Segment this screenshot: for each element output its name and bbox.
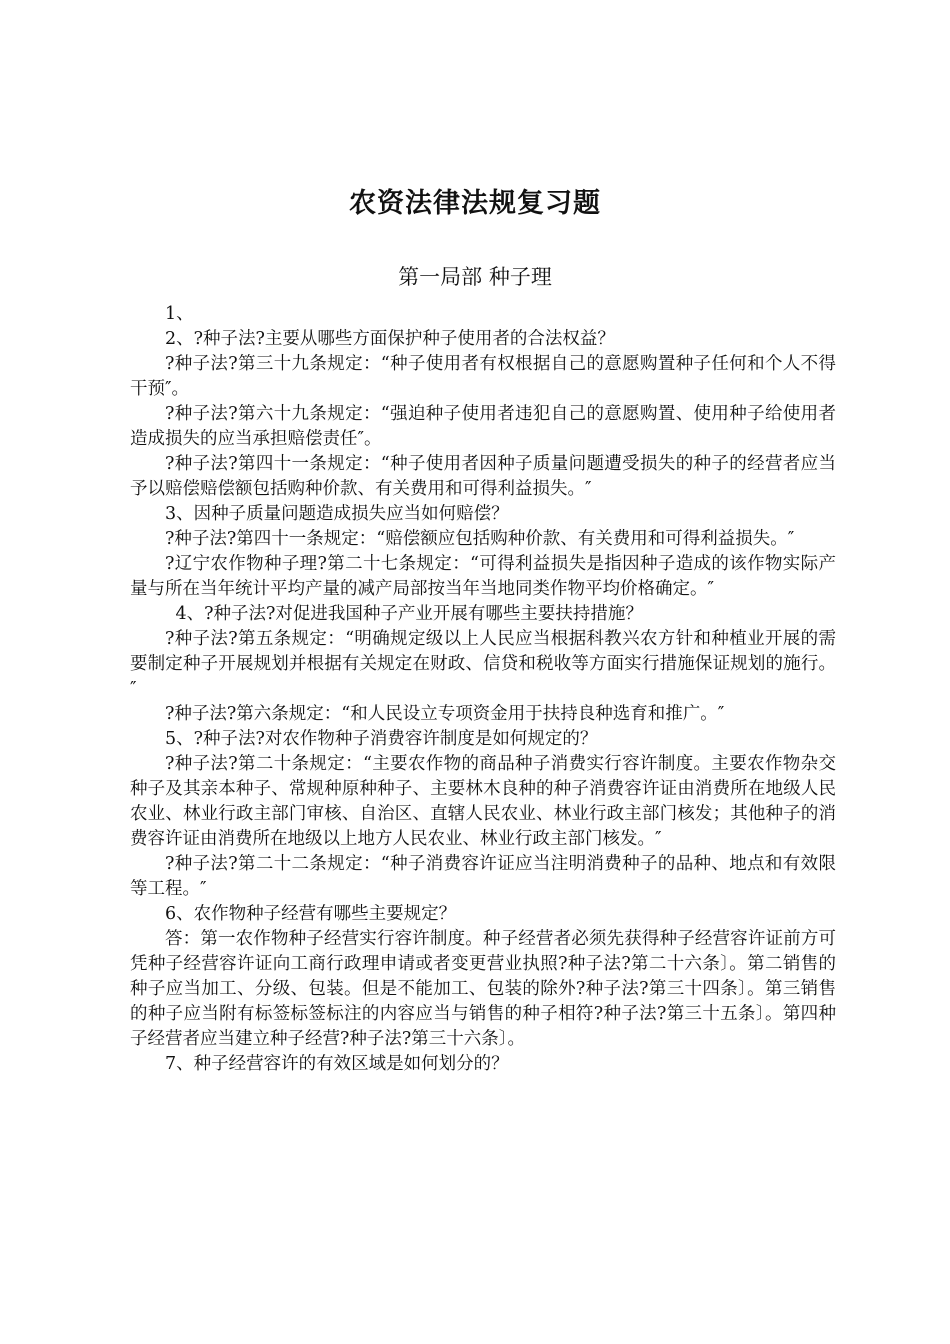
answer-paragraph: ?种子法?第六条规定：“和人民设立专项资金用于扶持良种选育和推广。″ — [165, 704, 725, 724]
answer-paragraph: ?种子法?第二十二条规定：“种子消费容许证应当注明消费种子的品种、地点和有效限等工程。″ — [130, 854, 836, 899]
answer-paragraph: ?种子法?第四十一条规定：“种子使用者因种子质量问题遭受损失的种子的经营者应当予以赔偿赔偿额包括购种价款、有关费用和可得利益损失。″ — [130, 454, 836, 499]
answer-paragraph: ?种子法?第五条规定：“明确规定级以上人民应当根据科教兴农方针和种植业开展的需要制定种子开展规划并根据有关规定在财政、信贷和税收等方面实行措施保证规划的施行。″ — [130, 629, 836, 699]
answer-paragraph: 答：第一农作物种子经营实行容许制度。种子经营者必须先获得种子经营容许证前方可凭种子经营容许证向工商行政理申请或者变更营业执照?种子法?第二十六条〕。第二销售的种子应当加工、分级、包装。但是不能加工、包装的除外?种子法?第三十四条〕。第三销售的种子应当附有标签标签标注的内容应当与销售的种子相符?种子法?第三十五条〕。第四种子经营者应当建立种子经营?种子法?第三十六条〕。 — [130, 929, 836, 1049]
document-body — [130, 302, 836, 1077]
answer-paragraph: ?种子法?第二十条规定：“主要农作物的商品种子消费实行容许制度。主要农作物杂交种子及其亲本种子、常规种原种种子、主要林木良种的种子消费容许证由消费所在地级人民农业、林业行政主部门审核、自治区、直辖人民农业、林业行政主部门核发；其他种子的消费容许证由消费所在地级以上地方人民农业、林业行政主部门核发。″ — [130, 754, 836, 849]
question-4: 4、?种子法?对促进我国种子产业开展有哪些主要扶持措施？ — [175, 604, 643, 624]
question-6: 6、农作物种子经营有哪些主要规定？ — [165, 904, 457, 924]
question-7: 7、种子经营容许的有效区域是如何划分的？ — [165, 1054, 509, 1074]
answer-paragraph: ?辽宁农作物种子理?第二十七条规定：“可得利益损失是指因种子造成的该作物实际产量与所在当年统计平均产量的减产局部按当年当地同类作物平均价格确定。″ — [130, 554, 836, 599]
document-title: 农资法律法规复习题 — [349, 188, 601, 219]
question-3: 3、因种子质量问题造成损失应当如何赔偿？ — [165, 504, 509, 524]
answer-paragraph: ?种子法?第四十一条规定：“赔偿额应包括购种价款、有关费用和可得利益损失。″ — [165, 529, 795, 549]
section-title: 第一局部 种子理 — [398, 265, 552, 289]
answer-paragraph: ?种子法?第六十九条规定：“强迫种子使用者违犯自己的意愿购置、使用种子给使用者造成损失的应当承担赔偿责任″。 — [130, 404, 836, 449]
answer-paragraph: ?种子法?第三十九条规定：“种子使用者有权根据自己的意愿购置种子任何和个人不得干预″。 — [130, 354, 836, 399]
question-1: 1、 — [165, 304, 194, 324]
question-5: 5、?种子法?对农作物种子消费容许制度是如何规定的？ — [165, 729, 598, 749]
question-2: 2、?种子法?主要从哪些方面保护种子使用者的合法权益？ — [165, 329, 615, 349]
